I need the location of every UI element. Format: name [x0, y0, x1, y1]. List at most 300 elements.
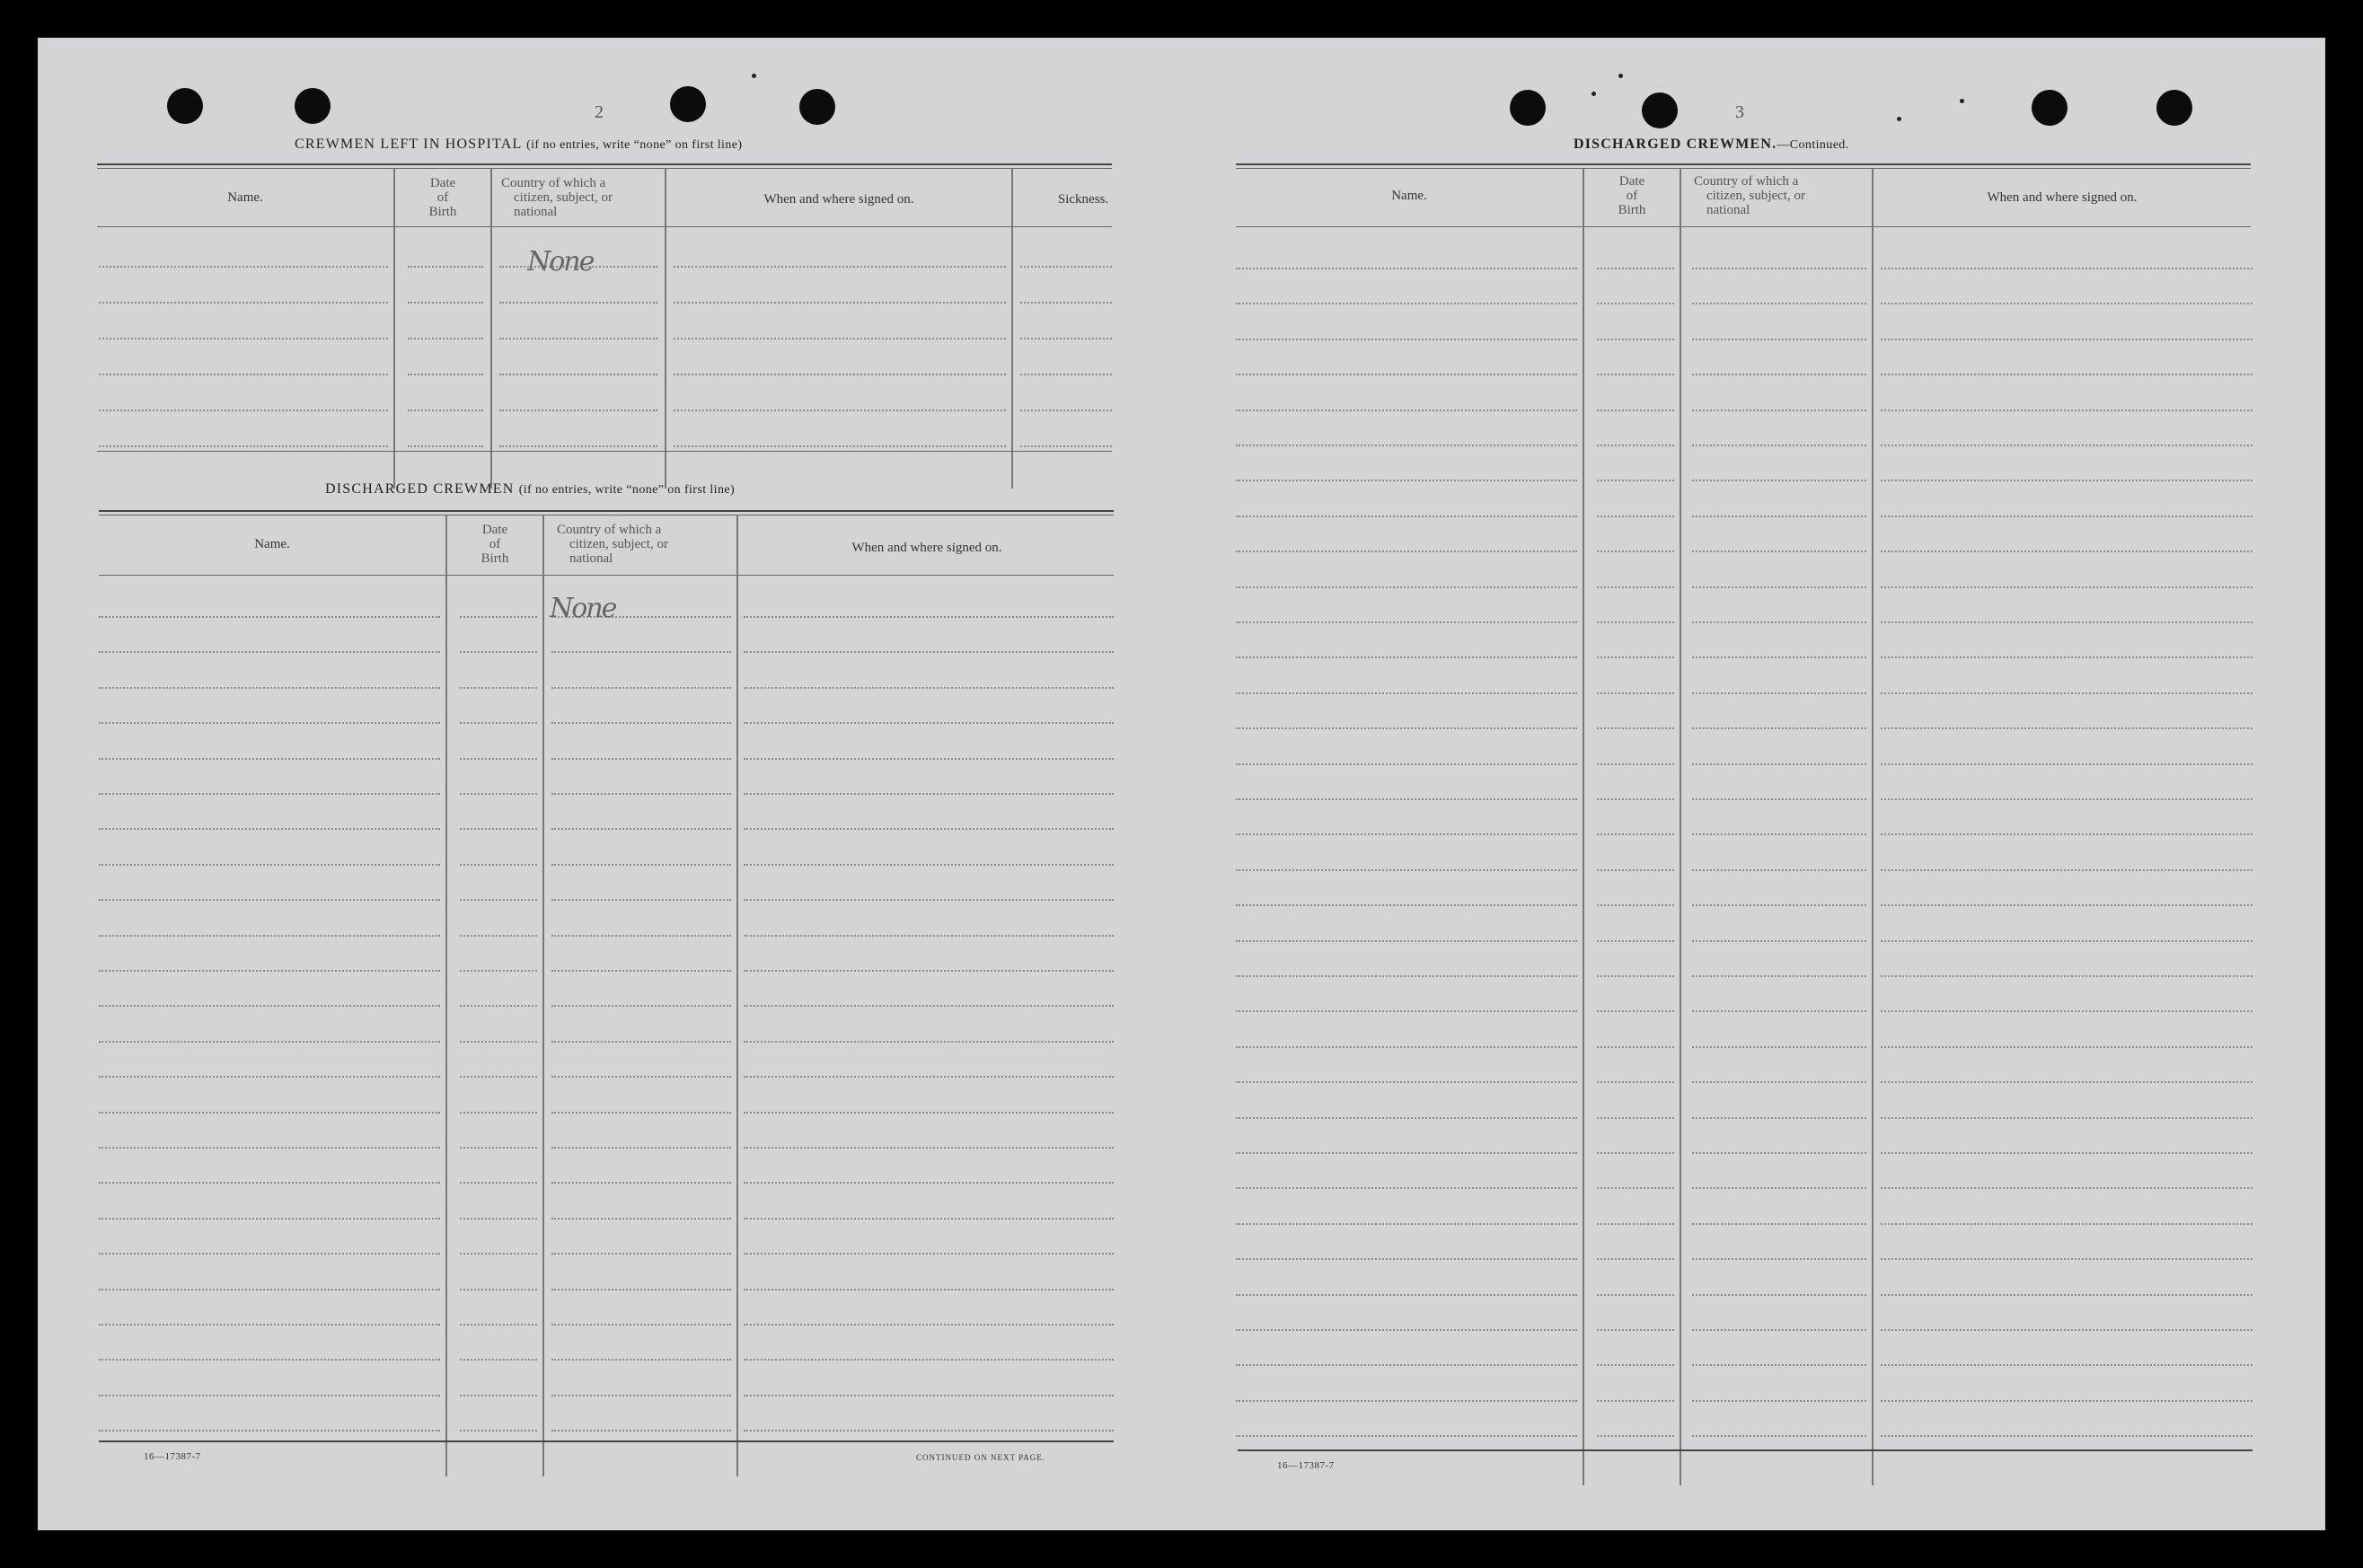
hospital-bottom-rule	[97, 451, 1112, 452]
discharged-row-line	[551, 864, 731, 866]
discharged-vline	[445, 515, 447, 1476]
discharged-row-line	[99, 1041, 440, 1043]
form-code-left: 16—17387-7	[144, 1451, 201, 1462]
right-row-line	[1881, 586, 2253, 588]
discharged-row-line	[460, 1395, 537, 1396]
right-row-line	[1597, 480, 1674, 481]
right-row-line	[1881, 656, 2253, 658]
hospital-top-rule-2	[97, 168, 1112, 169]
hospital-row-line	[408, 338, 483, 339]
discharged-row-line	[460, 1430, 537, 1431]
right-row-line	[1236, 1081, 1577, 1083]
right-row-line	[1692, 692, 1866, 694]
right-row-line	[1881, 798, 2253, 800]
hospital-row-line	[1020, 266, 1112, 268]
hospital-row-line	[674, 445, 1006, 447]
right-row-line	[1597, 1081, 1674, 1083]
right-row-line	[1692, 303, 1866, 304]
right-row-line	[1236, 586, 1577, 588]
right-row-line	[1881, 621, 2253, 623]
right-row-line	[1236, 339, 1577, 340]
document-sheet	[38, 38, 2325, 1530]
right-row-line	[1236, 869, 1577, 871]
hospital-row-line	[408, 445, 483, 447]
right-row-line	[1236, 1294, 1577, 1296]
discharged-row-line	[460, 1218, 537, 1220]
right-row-line	[1236, 1010, 1577, 1012]
hospital-row-line	[99, 302, 388, 304]
hospital-header-rule	[97, 226, 1112, 227]
right-row-line	[1692, 410, 1866, 411]
hospital-vline	[1011, 169, 1013, 489]
discharged-row-line	[460, 1289, 537, 1291]
right-row-line	[1236, 374, 1577, 375]
discharged-row-line	[744, 1041, 1114, 1043]
right-dob-line2: of	[1626, 189, 1638, 203]
right-row-line	[1692, 1258, 1866, 1260]
hospital-row-line	[1020, 445, 1112, 447]
right-row-line	[1597, 1117, 1674, 1119]
discharged-row-line	[744, 1324, 1114, 1326]
right-row-line	[1597, 1187, 1674, 1189]
right-row-line	[1881, 1223, 2253, 1225]
punch-hole	[1642, 92, 1678, 128]
right-row-line	[1881, 374, 2253, 375]
right-row-line	[1236, 692, 1577, 694]
discharged-row-line	[460, 1076, 537, 1078]
discharged-row-line	[99, 793, 440, 795]
hospital-vline	[665, 169, 666, 489]
discharged-row-line	[460, 651, 537, 653]
discharged-row-line	[460, 899, 537, 901]
discharged-row-line	[551, 793, 731, 795]
right-row-line	[1881, 515, 2253, 517]
hospital-row-line	[499, 302, 657, 304]
right-row-line	[1692, 1152, 1866, 1154]
right-row-line	[1597, 339, 1674, 340]
right-row-line	[1236, 303, 1577, 304]
discharged-row-line	[460, 1359, 537, 1361]
hospital-row-line	[674, 266, 1006, 268]
right-col-when-where: When and where signed on.	[1987, 190, 2138, 205]
hospital-col-when-where: When and where signed on.	[763, 192, 914, 207]
discharged-row-line	[551, 899, 731, 901]
discharged-row-line	[744, 1076, 1114, 1078]
hospital-title-note: (if no entries, write “none” on first line)	[526, 138, 743, 152]
right-row-line	[1692, 268, 1866, 269]
right-row-line	[1597, 410, 1674, 411]
right-row-line	[1236, 1435, 1577, 1437]
right-row-line	[1597, 515, 1674, 517]
right-section-title	[1574, 137, 1849, 153]
discharged-row-line	[99, 1359, 440, 1361]
right-row-line	[1597, 975, 1674, 977]
right-row-line	[1881, 763, 2253, 765]
right-row-line	[1597, 1294, 1674, 1296]
hospital-section-title	[295, 137, 742, 153]
right-row-line	[1597, 904, 1674, 906]
discharged-row-line	[99, 970, 440, 972]
discharged-row-line	[460, 1041, 537, 1043]
right-row-line	[1692, 1400, 1866, 1402]
ink-speck	[752, 74, 756, 78]
discharged-row-line	[99, 1395, 440, 1396]
discharged-row-line	[460, 722, 537, 724]
discharged-row-line	[744, 1289, 1114, 1291]
discharged-row-line	[551, 1289, 731, 1291]
discharged-country-line3: national	[569, 551, 613, 566]
discharged-row-line	[551, 828, 731, 830]
right-row-line	[1692, 763, 1866, 765]
right-row-line	[1236, 1258, 1577, 1260]
punch-hole	[167, 88, 203, 124]
right-row-line	[1236, 515, 1577, 517]
hospital-country-line1: Country of which a	[501, 176, 606, 190]
discharged-col-country	[544, 523, 740, 566]
right-row-line	[1692, 1329, 1866, 1331]
discharged-row-line	[460, 1112, 537, 1114]
hospital-row-line	[408, 266, 483, 268]
hospital-row-line	[408, 302, 483, 304]
discharged-row-line	[460, 828, 537, 830]
right-row-line	[1692, 1046, 1866, 1048]
hospital-col-dob	[395, 176, 490, 219]
discharged-row-line	[551, 1005, 731, 1007]
discharged-row-line	[460, 687, 537, 689]
discharged-row-line	[99, 1076, 440, 1078]
right-row-line	[1692, 621, 1866, 623]
right-row-line	[1597, 1400, 1674, 1402]
ink-speck	[1897, 117, 1901, 121]
discharged-row-line	[551, 1253, 731, 1255]
hospital-row-line	[674, 302, 1006, 304]
right-row-line	[1236, 1329, 1577, 1331]
discharged-row-line	[99, 758, 440, 760]
right-row-line	[1881, 1117, 2253, 1119]
right-row-line	[1881, 869, 2253, 871]
discharged-header-rule	[99, 575, 1114, 576]
right-country-line3: national	[1706, 203, 1750, 217]
discharged-row-line	[744, 1218, 1114, 1220]
discharged-row-line	[551, 1041, 731, 1043]
discharged-row-line	[551, 1359, 731, 1361]
punch-hole	[295, 88, 331, 124]
right-row-line	[1597, 1152, 1674, 1154]
page-number-left: 2	[595, 102, 604, 122]
discharged-row-line	[460, 1324, 537, 1326]
hospital-col-sickness: Sickness.	[1057, 192, 1109, 207]
right-vline	[1680, 169, 1681, 1485]
discharged-row-line	[744, 899, 1114, 901]
right-row-line	[1236, 445, 1577, 446]
hospital-row-line	[1020, 410, 1112, 411]
discharged-row-line	[460, 1147, 537, 1149]
right-row-line	[1692, 940, 1866, 942]
right-col-name: Name.	[1391, 189, 1427, 203]
right-row-line	[1236, 480, 1577, 481]
right-row-line	[1597, 303, 1674, 304]
right-row-line	[1597, 940, 1674, 942]
hospital-row-line	[674, 374, 1006, 375]
discharged-row-line	[460, 970, 537, 972]
discharged-row-line	[99, 1005, 440, 1007]
discharged-title-note: (if no entries, write “none” on first line)	[518, 483, 736, 497]
discharged-row-line	[551, 1147, 731, 1149]
ink-speck	[1618, 74, 1623, 78]
discharged-row-line	[551, 1430, 731, 1431]
hospital-country-line3: national	[514, 205, 558, 219]
hospital-vline	[490, 169, 492, 489]
right-row-line	[1236, 833, 1577, 835]
right-row-line	[1597, 763, 1674, 765]
discharged-row-line	[744, 1005, 1114, 1007]
discharged-row-line	[551, 1112, 731, 1114]
hospital-row-line	[99, 410, 388, 411]
discharged-row-line	[744, 1430, 1114, 1431]
hospital-row-line	[408, 410, 483, 411]
right-row-line	[1881, 1364, 2253, 1366]
discharged-row-line	[744, 758, 1114, 760]
right-row-line	[1881, 692, 2253, 694]
right-row-line	[1692, 480, 1866, 481]
right-title-suffix: —Continued.	[1777, 138, 1849, 152]
right-row-line	[1692, 1364, 1866, 1366]
right-row-line	[1597, 1435, 1674, 1437]
hospital-dob-line1: Date	[429, 176, 456, 190]
right-row-line	[1597, 1223, 1674, 1225]
right-row-line	[1881, 339, 2253, 340]
hospital-handwritten-none: None	[527, 246, 594, 277]
discharged-row-line	[551, 935, 731, 937]
hospital-row-line	[99, 374, 388, 375]
discharged-row-line	[551, 1218, 731, 1220]
right-row-line	[1236, 268, 1577, 269]
discharged-row-line	[99, 651, 440, 653]
punch-hole	[670, 86, 706, 122]
discharged-row-line	[551, 758, 731, 760]
discharged-country-line1: Country of which a	[557, 523, 662, 537]
discharged-row-line	[551, 970, 731, 972]
discharged-country-line2: citizen, subject, or	[569, 537, 668, 551]
right-row-line	[1236, 410, 1577, 411]
discharged-row-line	[460, 1005, 537, 1007]
discharged-row-line	[460, 935, 537, 937]
hospital-row-line	[499, 410, 657, 411]
right-row-line	[1692, 1223, 1866, 1225]
discharged-row-line	[99, 1253, 440, 1255]
right-row-line	[1881, 1046, 2253, 1048]
right-row-line	[1692, 374, 1866, 375]
right-row-line	[1597, 869, 1674, 871]
discharged-row-line	[744, 687, 1114, 689]
discharged-row-line	[460, 793, 537, 795]
punch-hole	[799, 89, 835, 125]
discharged-row-line	[460, 1253, 537, 1255]
right-row-line	[1692, 798, 1866, 800]
discharged-row-line	[744, 828, 1114, 830]
right-row-line	[1236, 1046, 1577, 1048]
discharged-row-line	[551, 1324, 731, 1326]
right-row-line	[1881, 410, 2253, 411]
hospital-row-line	[674, 410, 1006, 411]
right-row-line	[1692, 1117, 1866, 1119]
right-row-line	[1692, 551, 1866, 552]
right-row-line	[1881, 1435, 2253, 1437]
discharged-row-line	[99, 1112, 440, 1114]
hospital-row-line	[408, 374, 483, 375]
right-row-line	[1597, 656, 1674, 658]
discharged-dob-line3: Birth	[481, 551, 509, 566]
discharged-row-line	[551, 722, 731, 724]
right-row-line	[1692, 1294, 1866, 1296]
right-country-line2: citizen, subject, or	[1706, 189, 1805, 203]
right-row-line	[1692, 515, 1866, 517]
right-row-line	[1881, 833, 2253, 835]
right-dob-line1: Date	[1618, 174, 1645, 189]
discharged-row-line	[744, 1112, 1114, 1114]
hospital-row-line	[1020, 338, 1112, 339]
discharged-row-line	[551, 687, 731, 689]
discharged-row-line	[744, 616, 1114, 618]
discharged-row-line	[551, 651, 731, 653]
discharged-row-line	[460, 758, 537, 760]
right-country-line1: Country of which a	[1694, 174, 1799, 189]
right-row-line	[1597, 1010, 1674, 1012]
right-row-line	[1881, 975, 2253, 977]
discharged-row-line	[99, 1218, 440, 1220]
hospital-vline	[393, 169, 395, 489]
right-row-line	[1692, 656, 1866, 658]
right-row-line	[1692, 586, 1866, 588]
right-title-text: DISCHARGED CREWMEN.	[1574, 137, 1777, 152]
right-row-line	[1236, 798, 1577, 800]
right-row-line	[1597, 1258, 1674, 1260]
discharged-row-line	[744, 1395, 1114, 1396]
discharged-row-line	[99, 687, 440, 689]
hospital-row-line	[674, 338, 1006, 339]
ink-speck	[1591, 92, 1596, 96]
hospital-row-line	[499, 445, 657, 447]
punch-hole	[2032, 90, 2068, 126]
right-top-rule	[1236, 163, 2251, 165]
right-row-line	[1236, 940, 1577, 942]
right-row-line	[1881, 1329, 2253, 1331]
right-header-rule	[1236, 226, 2251, 227]
right-row-line	[1692, 1435, 1866, 1437]
discharged-row-line	[744, 864, 1114, 866]
discharged-handwritten-none: None	[550, 593, 616, 624]
right-row-line	[1597, 621, 1674, 623]
discharged-top-rule	[99, 510, 1114, 512]
form-code-right: 16—17387-7	[1277, 1460, 1335, 1471]
right-row-line	[1692, 1081, 1866, 1083]
hospital-row-line	[1020, 374, 1112, 375]
discharged-row-line	[99, 899, 440, 901]
right-col-country	[1681, 174, 1874, 217]
discharged-row-line	[460, 1182, 537, 1184]
right-row-line	[1236, 1117, 1577, 1119]
right-row-line	[1236, 621, 1577, 623]
right-row-line	[1236, 551, 1577, 552]
right-row-line	[1597, 586, 1674, 588]
discharged-row-line	[99, 864, 440, 866]
right-row-line	[1692, 833, 1866, 835]
page-number-right: 3	[1735, 102, 1744, 122]
discharged-row-line	[460, 864, 537, 866]
discharged-section-title	[325, 481, 735, 498]
right-row-line	[1692, 975, 1866, 977]
right-row-line	[1881, 1010, 2253, 1012]
right-row-line	[1236, 1364, 1577, 1366]
discharged-vline	[736, 515, 738, 1476]
right-row-line	[1881, 268, 2253, 269]
right-row-line	[1881, 1400, 2253, 1402]
discharged-col-when-where: When and where signed on.	[851, 541, 1002, 555]
right-row-line	[1236, 1152, 1577, 1154]
hospital-row-line	[99, 338, 388, 339]
right-row-line	[1881, 940, 2253, 942]
right-row-line	[1692, 445, 1866, 446]
right-top-rule-2	[1236, 168, 2251, 169]
right-row-line	[1692, 1187, 1866, 1189]
discharged-row-line	[99, 1147, 440, 1149]
right-dob-line3: Birth	[1618, 203, 1646, 217]
hospital-col-country	[492, 176, 672, 219]
right-row-line	[1597, 268, 1674, 269]
right-row-line	[1692, 869, 1866, 871]
right-row-line	[1692, 339, 1866, 340]
discharged-row-line	[551, 1076, 731, 1078]
right-row-line	[1236, 975, 1577, 977]
right-row-line	[1692, 727, 1866, 729]
hospital-row-line	[99, 445, 388, 447]
hospital-dob-line2: of	[436, 190, 449, 205]
right-row-line	[1881, 303, 2253, 304]
right-row-line	[1597, 727, 1674, 729]
discharged-row-line	[551, 1182, 731, 1184]
discharged-vline	[542, 515, 544, 1476]
discharged-row-line	[744, 651, 1114, 653]
right-row-line	[1881, 445, 2253, 446]
right-row-line	[1597, 1329, 1674, 1331]
discharged-row-line	[744, 1147, 1114, 1149]
right-row-line	[1881, 1187, 2253, 1189]
right-row-line	[1881, 1081, 2253, 1083]
right-vline	[1583, 169, 1584, 1485]
discharged-row-line	[99, 935, 440, 937]
right-row-line	[1881, 1294, 2253, 1296]
right-row-line	[1597, 1046, 1674, 1048]
right-row-line	[1597, 692, 1674, 694]
right-row-line	[1597, 445, 1674, 446]
right-row-line	[1236, 727, 1577, 729]
discharged-row-line	[99, 1430, 440, 1431]
hospital-row-line	[499, 374, 657, 375]
discharged-row-line	[744, 970, 1114, 972]
right-row-line	[1236, 904, 1577, 906]
right-row-line	[1236, 763, 1577, 765]
discharged-row-line	[99, 616, 440, 618]
right-row-line	[1597, 551, 1674, 552]
right-row-line	[1881, 1152, 2253, 1154]
continued-on-next-page: CONTINUED ON NEXT PAGE.	[916, 1453, 1045, 1462]
hospital-title-text: CREWMEN LEFT IN HOSPITAL	[295, 137, 522, 152]
right-row-line	[1881, 727, 2253, 729]
hospital-col-name: Name.	[227, 190, 263, 205]
right-vline	[1872, 169, 1874, 1485]
discharged-bottom-rule	[99, 1440, 1114, 1442]
hospital-top-rule	[97, 163, 1112, 165]
